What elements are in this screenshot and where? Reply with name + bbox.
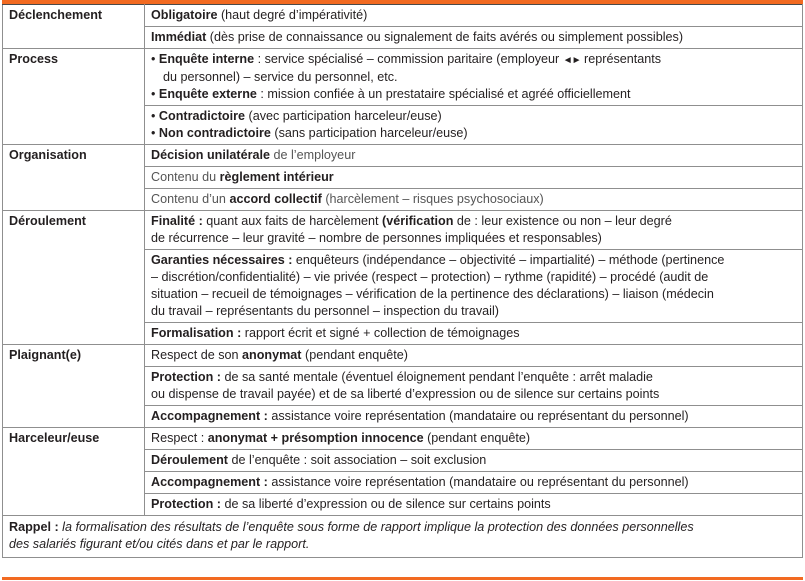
cell-immediat: Immédiat (dès prise de connaissance ou signalement de faits avérés ou simplement possibles) xyxy=(145,27,803,49)
category-deroulement: Déroulement xyxy=(3,211,145,345)
cell-decision: Décision unilatérale de l’employeur xyxy=(145,145,803,167)
rappel-note: Rappel : la formalisation des résultats de l’enquête sous forme de rapport implique la protection des données personnelles des salariés figurant et/ou cités dans et par le rapport. xyxy=(3,516,803,558)
cell-protection-plaignant: Protection : de sa santé mentale (éventuel éloignement pendant l’enquête : arrêt maladie ou dispense de travail payée) et de sa liberté d’expression ou de silence sur certains points xyxy=(145,367,803,406)
category-declenchement: Déclenchement xyxy=(3,5,145,49)
category-organisation: Organisation xyxy=(3,145,145,211)
cell-contradictoire: • Contradictoire (avec participation harceleur/euse) • Non contradictoire (sans participation harceleur/euse) xyxy=(145,106,803,145)
cell-formalisation: Formalisation : rapport écrit et signé + collection de témoignages xyxy=(145,323,803,345)
cell-anonymat: Respect de son anonymat (pendant enquête) xyxy=(145,345,803,367)
cell-protection-harceleur: Protection : de sa liberté d’expression ou de silence sur certains points xyxy=(145,494,803,516)
table-row xyxy=(3,516,803,558)
table-row xyxy=(3,211,803,250)
cell-accord: Contenu d’un accord collectif (harcèlement – risques psychosociaux) xyxy=(145,189,803,211)
table-row xyxy=(3,428,803,450)
table-row xyxy=(3,49,803,106)
table-row xyxy=(3,345,803,367)
cell-reglement: Contenu du règlement intérieur xyxy=(145,167,803,189)
category-harceleur: Harceleur/euse xyxy=(3,428,145,516)
table-row xyxy=(3,5,803,27)
cell-enquete-type: • Enquête interne : service spécialisé – commission paritaire (employeur ◄► représentants du personnel) – service du personnel, etc. • Enquête externe : mission confiée à un prestataire spécialisé et agréé officiellement xyxy=(145,49,803,106)
cell-finalite: Finalité : quant aux faits de harcèlement (vérification de : leur existence ou non – leur degré de récurrence – leur gravité – nombre de personnes impliquées et responsables) xyxy=(145,211,803,250)
table-row xyxy=(3,145,803,167)
cell-garanties: Garanties nécessaires : enquêteurs (indépendance – objectivité – impartialité) – méthode (pertinence – discrétion/confidentialité) – vie privée (respect – protection) – rythme (rapidité) – procédé (audit de situation – recueil de témoignages – vérification de la pertinence des déclarations) – liaison (médecin du travail – représentants du personnel – inspection du travail) xyxy=(145,250,803,323)
bottom-accent-bar xyxy=(2,577,803,580)
cell-deroulement-harceleur: Déroulement de l’enquête : soit association – soit exclusion xyxy=(145,450,803,472)
procedure-table xyxy=(2,4,803,558)
cell-respect-harceleur: Respect : anonymat + présomption innocence (pendant enquête) xyxy=(145,428,803,450)
cell-accompagnement-plaignant: Accompagnement : assistance voire représentation (mandataire ou représentant du personnel) xyxy=(145,406,803,428)
category-plaignant: Plaignant(e) xyxy=(3,345,145,428)
category-process: Process xyxy=(3,49,145,145)
cell-obligatoire: Obligatoire (haut degré d’impérativité) xyxy=(145,5,803,27)
cell-accompagnement-harceleur: Accompagnement : assistance voire représentation (mandataire ou représentant du personnel) xyxy=(145,472,803,494)
